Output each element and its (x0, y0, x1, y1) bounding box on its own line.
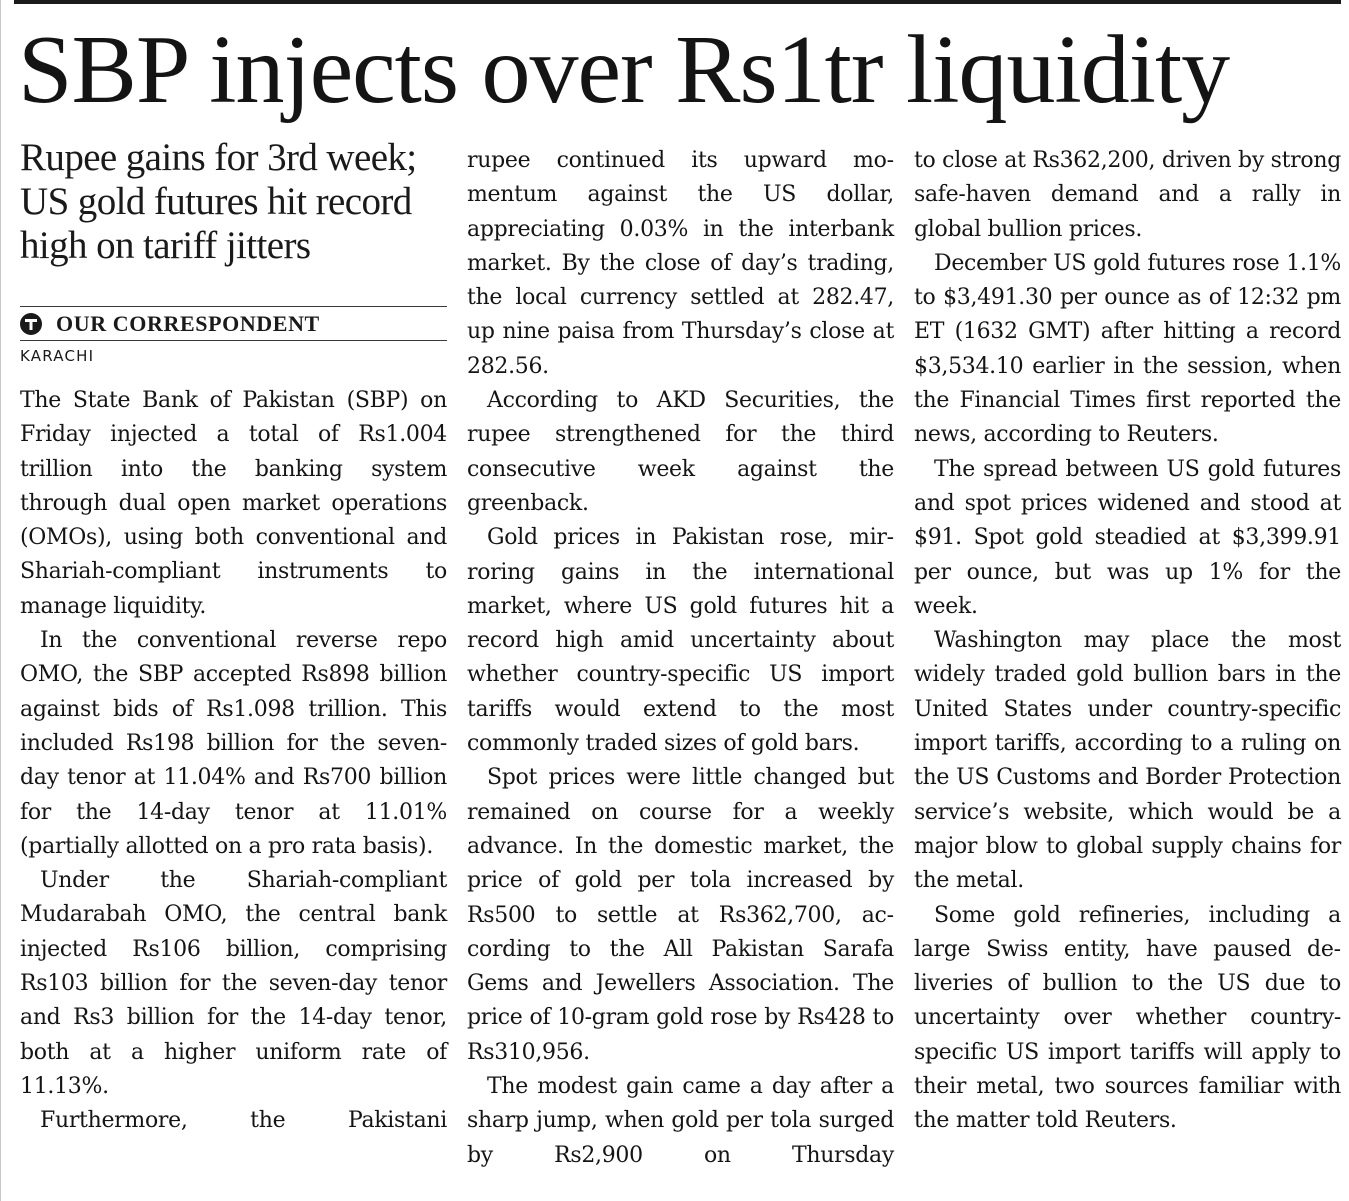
publication-logo-icon (20, 313, 42, 335)
byline-author: OUR CORRESPONDENT (56, 310, 320, 336)
paragraph: to close at Rs362,200, driven by strong safe-haven demand and a rally in global bullion prices. (914, 148, 1341, 242)
top-rule (14, 0, 1341, 4)
subheadline: Rupee gains for 3rd week; US gold futures hit record high on tariff jitters (20, 136, 417, 267)
article-column-2 (467, 144, 894, 1173)
paragraph: Under the Shariah-compliant Mudarabah OMO, the central bank injected Rs106 billion, comprising Rs103 billion for the seven-day tenor and Rs3 billion for the 14-day tenor, both at a higher uniform rate of 11.13%. (20, 868, 447, 1099)
article-column-1 (20, 384, 447, 1139)
paragraph: The modest gain came a day after a sharp jump, when gold per tola surged by Rs2,900 on Thursday (467, 1074, 894, 1168)
paragraph: Some gold refineries, including a large Swiss entity, have paused deliveries of bullion to the US due to uncertainty over whether country-specific US import tariffs will apply to their metal, two sources familiar with the matter told Reuters. (914, 902, 1341, 1134)
paragraph: December US gold futures rose 1.1% to $3,491.30 per ounce as of 12:32 pm ET (1632 GMT) after hitting a record $3,534.10 earlier in the session, when the Financial Times first reported the news, according to Reuters. (914, 250, 1341, 448)
paragraph: The State Bank of Pakistan (SBP) on Friday injected a total of Rs1.004 trillion into the banking system through dual open market operations (OMOs), using both conventional and Shariah-compliant instruments to manage liquidity. (20, 388, 447, 619)
paragraph: According to AKD Securities, the rupee strengthened for the third consecutive week against the greenback. (467, 388, 894, 516)
article-column-3 (914, 144, 1341, 1139)
paragraph: Spot prices were little changed but remained on course for a weekly advance. In the domestic market, the price of gold per tola increased by Rs500 to settle at Rs362,700, according to the All Pakistan Sarafa Gems and Jewellers Association. The price of 10-gram gold rose by Rs428 to Rs310,956. (467, 765, 894, 1065)
paragraph: The spread between US gold futures and spot prices widened and stood at $91. Spot gold steadied at $3,399.91 per ounce, but was up 1% for the week. (914, 456, 1341, 619)
paragraph: In the conventional reverse repo OMO, the SBP accepted Rs898 billion against bids of Rs1.098 trillion. This included Rs198 billion for the seven-day tenor at 11.04% and Rs700 billion for the 14-day tenor at 11.01% (partially allotted on a pro rata basis). (20, 628, 447, 859)
byline-author-row (20, 307, 447, 340)
paragraph: Gold prices in Pakistan rose, mirroring gains in the international market, where US gold futures hit a record high amid uncertainty about whether country-specific US import tariffs would extend to the most commonly traded sizes of gold bars. (467, 525, 894, 757)
byline (20, 306, 447, 371)
headline: SBP injects over Rs1tr liquidity (18, 16, 1230, 124)
page-edge-rule (0, 0, 1, 1201)
dateline: KARACHI (20, 347, 95, 365)
paragraph: Washington may place the most widely traded gold bullion bars in the United States under country-specific import tariffs, according to a ruling on the US Customs and Border Protection service’s website, which would be a major blow to global supply chains for the metal. (914, 628, 1341, 894)
paragraph: rupee continued its upward momentum against the US dollar, appreciating 0.03% in the interbank market. By the close of day’s trading, the local currency settled at 282.47, up nine paisa from Thursday’s close at 282.56. (467, 148, 894, 379)
paragraph: Furthermore, the Pakistani (40, 1108, 447, 1134)
